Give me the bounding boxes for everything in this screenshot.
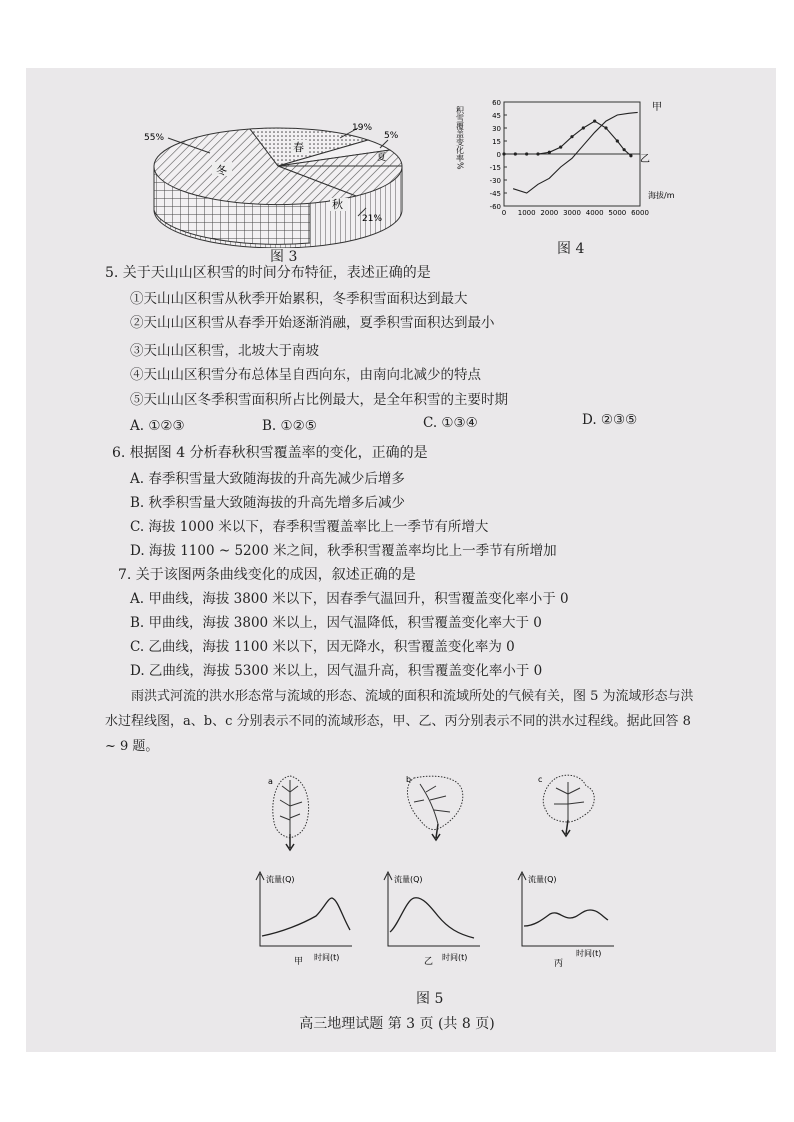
fig4-ytick-label: -30 [489, 177, 501, 185]
q5-option-c: C. ①③④ [423, 415, 478, 431]
fig4-ytick-label: 15 [492, 138, 501, 146]
hydrograph-bing-curve [524, 910, 608, 926]
series-point-yi [559, 145, 562, 148]
q5-option-a: A. ①②③ [130, 418, 185, 434]
fig4-ytick-label: -45 [489, 190, 501, 198]
series-point-yi [616, 139, 619, 142]
hydrograph-jia [252, 870, 362, 970]
hydrograph-yi-xlabel: 时间(t) [442, 953, 468, 962]
series-point-yi [514, 152, 517, 155]
q6-option-c: C. 海拔 1000 米以下，春季积雪覆盖率比上一季节有所增大 [130, 519, 489, 535]
basin-c-shape [538, 772, 600, 842]
q5-option-b: B. ①②⑤ [262, 418, 317, 434]
pie-label-autumn: 秋 [332, 198, 343, 211]
series-point-yi [570, 135, 573, 138]
series-point-yi [502, 152, 505, 155]
figure-3-caption: 图 3 [270, 249, 298, 265]
fig4-ytick-label: -60 [489, 203, 501, 211]
question-6-stem: 6. 根据图 4 分析春秋积雪覆盖率的变化，正确的是 [112, 445, 428, 461]
q5-item-5: ⑤天山山区冬季积雪面积所占比例最大，是全年积雪的主要时期 [130, 392, 508, 408]
pie-percent-winter: 55% [144, 133, 165, 143]
series-point-yi [582, 126, 585, 129]
series-line-yi [504, 121, 631, 156]
hydrograph-jia-ylabel: 流量(Q) [266, 875, 295, 884]
hydrograph-bing-ylabel: 流量(Q) [528, 875, 557, 884]
series-line-jia [513, 112, 638, 193]
fig4-xtick-label: 6000 [631, 209, 649, 217]
basin-label-c: c [538, 775, 543, 784]
figure-4-caption: 图 4 [557, 241, 585, 257]
fig4-ytick-label: 45 [492, 112, 501, 120]
q5-item-3: ③天山山区积雪，北坡大于南坡 [130, 343, 319, 359]
hydrograph-yi-curve [390, 898, 474, 938]
pie-percent-summer: 5% [384, 131, 399, 141]
q5-item-2: ②天山山区积雪从春季开始逐渐消融，夏季积雪面积达到最小 [130, 315, 495, 331]
basin-label-a: a [268, 777, 273, 786]
hydrograph-bing [512, 870, 622, 970]
series-point-yi [548, 151, 551, 154]
pie-percent-spring: 19% [352, 123, 373, 133]
fig4-xlabel: 海拔/m [648, 191, 674, 200]
hydrograph-yi [378, 870, 488, 970]
q6-option-a: A. 春季积雪量大致随海拔的升高先减少后增多 [130, 471, 405, 487]
series-point-yi [593, 119, 596, 122]
basin-b-shape [400, 772, 465, 842]
q6-option-d: D. 海拔 1100 ~ 5200 米之间，秋季积雪覆盖率均比上一季节有所增加 [130, 543, 557, 559]
hydrograph-bing-xlabel: 时间(t) [576, 949, 602, 958]
figure-3-pie-chart [140, 118, 430, 248]
fig4-xtick-label: 1000 [517, 209, 536, 217]
figure-5-caption: 图 5 [416, 991, 444, 1007]
fig4-ylabel: 积雪覆盖变化率% [455, 106, 465, 170]
q7-option-a: A. 甲曲线，海拔 3800 米以下，因春季气温回升，积雪覆盖变化率小于 0 [130, 591, 569, 607]
passage-text: 雨洪式河流的洪水形态常与流域的形态、流域的面积和流域所处的气候有关，图 5 为流域形态与洪水过程线图，a、b、c 分别表示不同的流域形态，甲、乙、丙分别表示不同的洪水过程线。据此回答 8 ~ 9 题。 [105, 689, 694, 754]
q6-option-b: B. 秋季积雪量大致随海拔的升高先增多后减少 [130, 495, 406, 511]
pie-label-winter: 冬 [216, 164, 227, 177]
q5-item-4: ④天山山区积雪分布总体呈自西向东，由南向北减少的特点 [130, 367, 481, 383]
series-label-jia: 甲 [652, 102, 662, 113]
hydrograph-jia-label: 甲 [294, 957, 304, 967]
series-point-yi [623, 148, 626, 151]
series-point-yi [629, 154, 632, 157]
basin-a-shape [268, 772, 313, 852]
pie-label-spring: 春 [293, 141, 304, 154]
hydrograph-yi-ylabel: 流量(Q) [394, 875, 423, 884]
pie-percent-autumn: 21% [362, 214, 383, 224]
figure-4-line-chart [452, 96, 674, 228]
question-7-stem: 7. 关于该图两条曲线变化的成因，叙述正确的是 [118, 567, 416, 583]
fig4-xtick-label: 3000 [563, 209, 581, 217]
hydrograph-yi-label: 乙 [424, 957, 434, 967]
q5-item-1: ①天山山区积雪从秋季开始累积，冬季积雪面积达到最大 [130, 291, 468, 307]
fig4-ytick-label: -15 [489, 164, 501, 172]
fig4-ytick-label: 0 [496, 151, 501, 159]
fig4-xtick-label: 2000 [540, 209, 559, 217]
hydrograph-jia-xlabel: 时间(t) [314, 953, 340, 962]
fig4-xtick-label: 5000 [608, 209, 627, 217]
hydrograph-jia-curve [262, 898, 350, 936]
q7-option-c: C. 乙曲线，海拔 1100 米以下，因无降水，积雪覆盖变化率为 0 [130, 639, 515, 655]
fig4-ytick-label: 30 [492, 125, 501, 133]
fig4-xtick-label: 0 [501, 209, 507, 217]
series-markers-yi [502, 119, 632, 157]
q5-option-d: D. ②③⑤ [582, 412, 638, 428]
fig4-x-ticks [502, 209, 649, 217]
page-footer: 高三地理试题 第 3 页 (共 8 页) [299, 1016, 495, 1032]
question-5-stem: 5. 关于天山山区积雪的时间分布特征，表述正确的是 [105, 265, 431, 281]
fig4-xtick-label: 4000 [585, 209, 604, 217]
q7-option-b: B. 甲曲线，海拔 3800 米以上，因气温降低，积雪覆盖变化率大于 0 [130, 615, 542, 631]
series-point-yi [525, 152, 528, 155]
fig4-ytick-label: 60 [492, 99, 501, 107]
basin-label-b: b [406, 775, 412, 784]
series-point-yi [604, 126, 607, 129]
hydrograph-bing-label: 丙 [554, 959, 564, 969]
q7-option-d: D. 乙曲线，海拔 5300 米以上，因气温升高，积雪覆盖变化率小于 0 [130, 663, 543, 679]
series-point-yi [536, 152, 539, 155]
series-label-yi: 乙 [640, 154, 650, 165]
pie-label-summer: 夏 [377, 153, 387, 163]
